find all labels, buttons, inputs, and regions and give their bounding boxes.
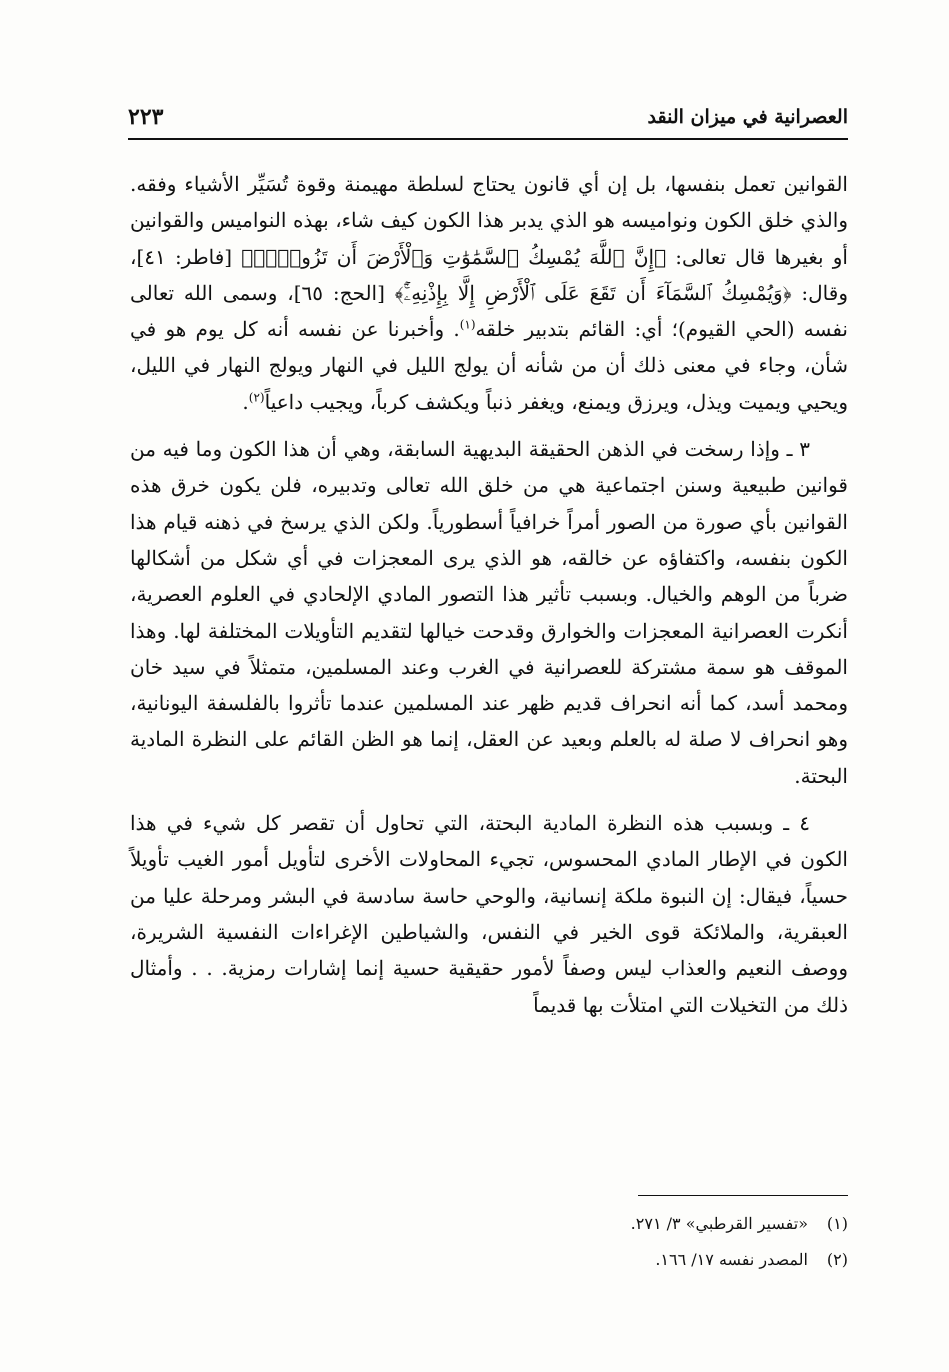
footnote-2-text: المصدر نفسه ١٧/ ١٦٦. — [655, 1250, 808, 1269]
paragraph-1-end: . — [242, 389, 249, 414]
paragraph-3: ٤ ـ وبسبب هذه النظرة المادية البحتة، التي تحاول أن تقصر كل شيء في هذا الكون في الإطار المادي المحسوس، تجيء المحاولات الأخرى لتأويل أمور الغيب تأويلاً حسياً، فيقال: إن النبوة ملكة إنسانية، والوحي حاسة سادسة في البشر ومرحلة عليا من العبقرية، والملائكة قوى الخير في النفس، والشياطين الإغراءات النفسية الشريرة، ووصف النعيم والعذاب ليس وصفاً لأمور حقيقية حسية إنما إشارات رمزية. . . وأمثال ذلك من التخيلات التي امتلأت بها قديماً — [130, 811, 848, 1017]
page-header — [128, 96, 848, 140]
footnote-1 — [400, 1206, 848, 1242]
paragraph-1-text: القوانين تعمل بنفسها، بل إن أي قانون يحتاج لسلطة مهيمنة وقوة تُسَيِّر الأشياء وفقه. والذي خلق الكون ونواميسه هو الذي يدبر هذا الكون كيف شاء، بهذه النواميس والقوانين أو بغيرها قال تعالى: ﴿إِنَّ ٱللَّهَ يُمْسِكُ ٱلسَّمَٰوَٰتِ وَٱلْأَرْضَ أَن تَزُولَاۚ﴾ [فاطر: ٤١]، وقال: ﴿وَيُمْسِكُ ٱلسَّمَآءَ أَن تَقَعَ عَلَى ٱلْأَرْضِ إِلَّا بِإِذْنِهِۦٓۚ﴾ [الحج: ٦٥]، وسمى الله تعالى نفسه (الحي القيوم)؛ أي: القائم بتدبير خلقه — [130, 172, 848, 342]
running-title: العصرانية في ميزان النقد — [647, 106, 848, 128]
footnote-1-number: (١) — [826, 1214, 848, 1233]
page-number: ٢٢٣ — [128, 104, 164, 130]
footnotes — [400, 1206, 848, 1278]
body-text — [130, 166, 848, 1023]
footnote-2 — [400, 1242, 848, 1278]
footnote-2-number: (٢) — [826, 1250, 848, 1269]
footnote-1-text: «تفسير القرطبي» ٣/ ٢٧١. — [630, 1214, 808, 1233]
footnote-divider — [638, 1195, 848, 1196]
paragraph-2: ٣ ـ وإذا رسخت في الذهن الحقيقة البديهية السابقة، وهي أن هذا الكون وما فيه من قوانين طبيعية وسنن اجتماعية هي من خلق الله تعالى وتدبيره، فلن يكون خرق هذه القوانين بأي صورة من الصور أمراً خرافياً أسطورياً. ولكن الذي يرسخ في ذهنه قيام هذا الكون بنفسه، واكتفاؤه عن خالقه، هو الذي يرى المعجزات في أي شكل من أشكالها ضرباً من الوهم والخيال. وبسبب تأثير هذا التصور المادي الإلحادي في العلوم العصرية، أنكرت العصرانية المعجزات والخوارق وقدحت خيالها لتقديم التأويلات المختلفة لها. وهذا الموقف هو سمة مشتركة للعصرانية في الغرب وعند المسلمين، متمثلاً في سيد خان ومحمد أسد، كما أنه انحراف قديم ظهر عند المسلمين عندما تأثروا بالفلسفة اليونانية، وهو انحراف لا صلة له بالعلم وبعيد عن العقل، إنما هو الظن القائم على النظرة المادية البحتة. — [130, 437, 848, 788]
paragraph-1 — [130, 166, 848, 420]
footnote-ref-1: (١) — [459, 317, 476, 332]
paragraph-1-continued: . وأخبرنا عن نفسه أنه كل يوم هو في شأن، وجاء في معنى ذلك أن من شأنه أن يولج الليل في النهار ويولج النهار في الليل، ويحيي ويميت ويذل، ويرزق ويمنع، ويغفر ذنباً ويكشف كرباً، ويجيب داعياً — [130, 317, 848, 414]
footnote-ref-2: (٢) — [248, 390, 265, 405]
